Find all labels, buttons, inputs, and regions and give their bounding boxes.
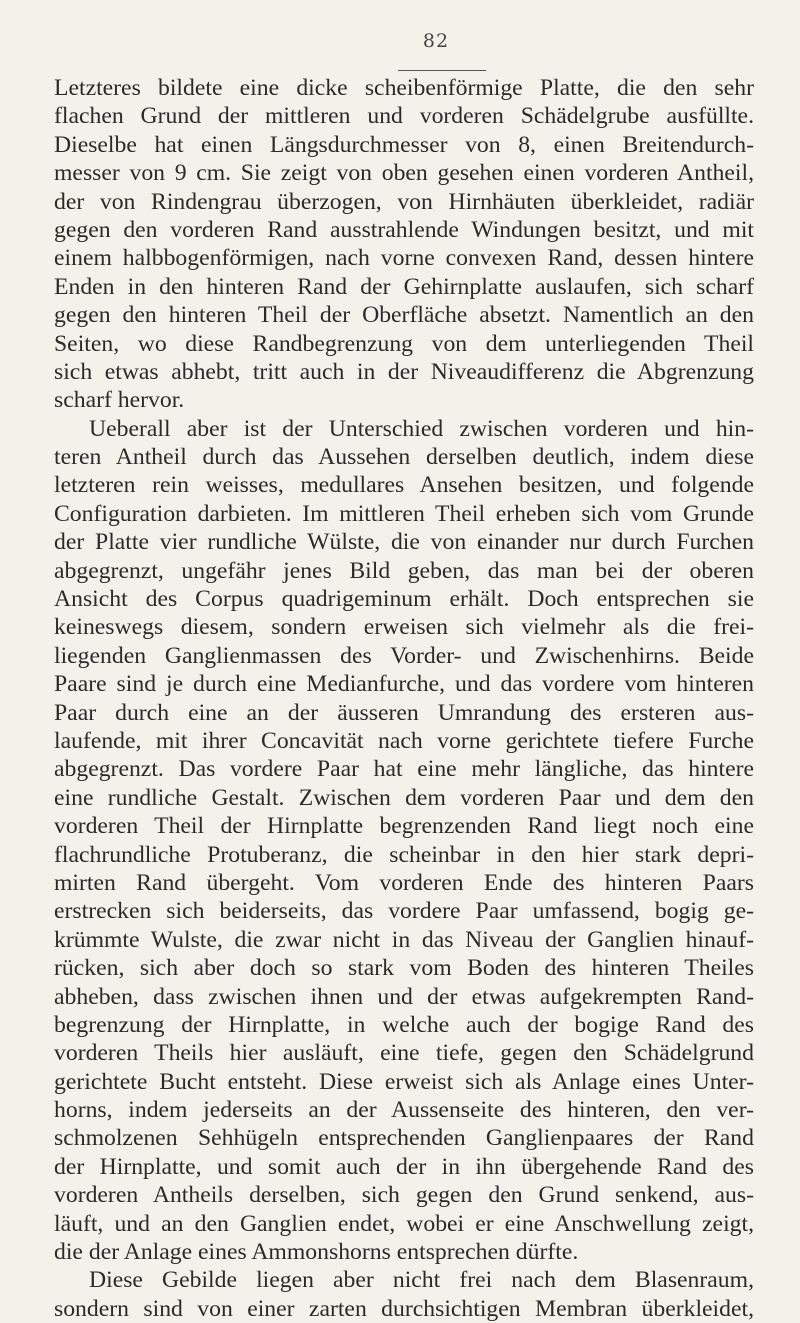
- text-line: der Hirnplatte, und somit auch der in ihn übergehende Rand des: [54, 1153, 754, 1180]
- text-line: vorderen Theils hier ausläuft, eine tiefe, gegen den Schädelgrund: [54, 1040, 754, 1067]
- text-line: sondern sind von einer zarten durchsichtigen Membran überkleidet,: [54, 1295, 754, 1322]
- text-line: gerichtete Bucht entsteht. Diese erweist sich als Anlage eines Unter-: [54, 1068, 754, 1095]
- page-number-rule: [398, 70, 486, 71]
- text-line: erstrecken sich beiderseits, das vordere Paar umfassend, bogig ge-: [54, 898, 754, 925]
- page-number: 82: [422, 30, 450, 52]
- text-line: teren Antheil durch das Aussehen derselben deutlich, indem diese: [54, 444, 754, 471]
- text-line: abgegrenzt. Das vordere Paar hat eine mehr längliche, das hintere: [54, 756, 754, 783]
- text-line: liegenden Ganglienmassen des Vorder- und Zwischenhirns. Beide: [54, 642, 754, 669]
- text-line: läuft, und an den Ganglien endet, wobei er eine Anschwellung zeigt,: [54, 1210, 754, 1237]
- body-text: [54, 74, 754, 1323]
- text-line: Ueberall aber ist der Unterschied zwischen vorderen und hin-: [89, 415, 754, 442]
- text-line: flachen Grund der mittleren und vorderen Schädelgrube ausfüllte.: [54, 103, 754, 130]
- text-line: der von Rindengrau überzogen, von Hirnhäuten überkleidet, radiär: [54, 188, 754, 215]
- text-line: krümmte Wulste, die zwar nicht in das Niveau der Ganglien hinauf-: [54, 926, 754, 953]
- text-line: einem halbbogenförmigen, nach vorne convexen Rand, dessen hintere: [54, 245, 754, 272]
- text-line: messer von 9 cm. Sie zeigt von oben gesehen einen vorderen Antheil,: [54, 160, 754, 187]
- text-line: Configuration darbieten. Im mittleren Theil erheben sich vom Grunde: [54, 500, 754, 527]
- text-line: mirten Rand übergeht. Vom vorderen Ende des hinteren Paars: [54, 869, 754, 896]
- text-line: Diese Gebilde liegen aber nicht frei nach dem Blasenraum,: [89, 1267, 754, 1294]
- text-line: letzteren rein weisses, medullares Ansehen besitzen, und folgende: [54, 472, 754, 499]
- text-line: Seiten, wo diese Randbegrenzung von dem unterliegenden Theil: [54, 330, 754, 357]
- text-line: gegen den vorderen Rand ausstrahlende Windungen besitzt, und mit: [54, 216, 754, 243]
- paragraph-2: [54, 415, 754, 1267]
- text-line: abheben, dass zwischen ihnen und der etwas aufgekrempten Rand-: [54, 983, 754, 1010]
- text-line: sich etwas abhebt, tritt auch in der Niveaudifferenz die Abgrenzung: [54, 358, 754, 385]
- text-line: rücken, sich aber doch so stark vom Boden des hinteren Theiles: [54, 955, 754, 982]
- text-line: Ansicht des Corpus quadrigeminum erhält. Doch entsprechen sie: [54, 586, 754, 613]
- text-line: eine rundliche Gestalt. Zwischen dem vorderen Paar und dem den: [54, 784, 754, 811]
- text-line: Paare sind je durch eine Medianfurche, und das vordere vom hinteren: [54, 671, 754, 698]
- text-line: schmolzenen Sehhügeln entsprechenden Ganglienpaares der Rand: [54, 1125, 754, 1152]
- text-line: vorderen Theil der Hirnplatte begrenzenden Rand liegt noch eine: [54, 813, 754, 840]
- text-line: die der Anlage eines Ammonshorns entsprechen dürfte.: [54, 1239, 579, 1266]
- text-line: begrenzung der Hirnplatte, in welche auch der bogige Rand des: [54, 1011, 754, 1038]
- text-line: scharf hervor.: [54, 387, 185, 414]
- text-line: vorderen Antheils derselben, sich gegen den Grund senkend, aus-: [54, 1182, 754, 1209]
- text-line: der Platte vier rundliche Wülste, die von einander nur durch Furchen: [54, 529, 754, 556]
- text-line: keineswegs diesem, sondern erweisen sich vielmehr als die frei-: [54, 614, 754, 641]
- text-line: horns, indem jederseits an der Aussenseite des hinteren, den ver-: [54, 1097, 754, 1124]
- text-line: Letzteres bildete eine dicke scheibenförmige Platte, die den sehr: [54, 75, 754, 101]
- paragraph-1: [54, 74, 754, 415]
- text-line: abgegrenzt, ungefähr jenes Bild geben, das man bei der oberen: [54, 557, 754, 584]
- text-line: gegen den hinteren Theil der Oberfläche absetzt. Namentlich an den: [54, 302, 754, 329]
- text-line: Enden in den hinteren Rand der Gehirnplatte auslaufen, sich scharf: [54, 273, 754, 300]
- text-line: Paar durch eine an der äusseren Umrandung des ersteren aus-: [54, 699, 754, 726]
- text-line: laufende, mit ihrer Concavität nach vorne gerichtete tiefere Furche: [54, 727, 754, 754]
- text-line: Dieselbe hat einen Längsdurchmesser von 8, einen Breitendurch-: [54, 131, 754, 158]
- paragraph-3: [54, 1266, 754, 1323]
- text-line: flachrundliche Protuberanz, die scheinbar in den hier stark depri-: [54, 841, 754, 868]
